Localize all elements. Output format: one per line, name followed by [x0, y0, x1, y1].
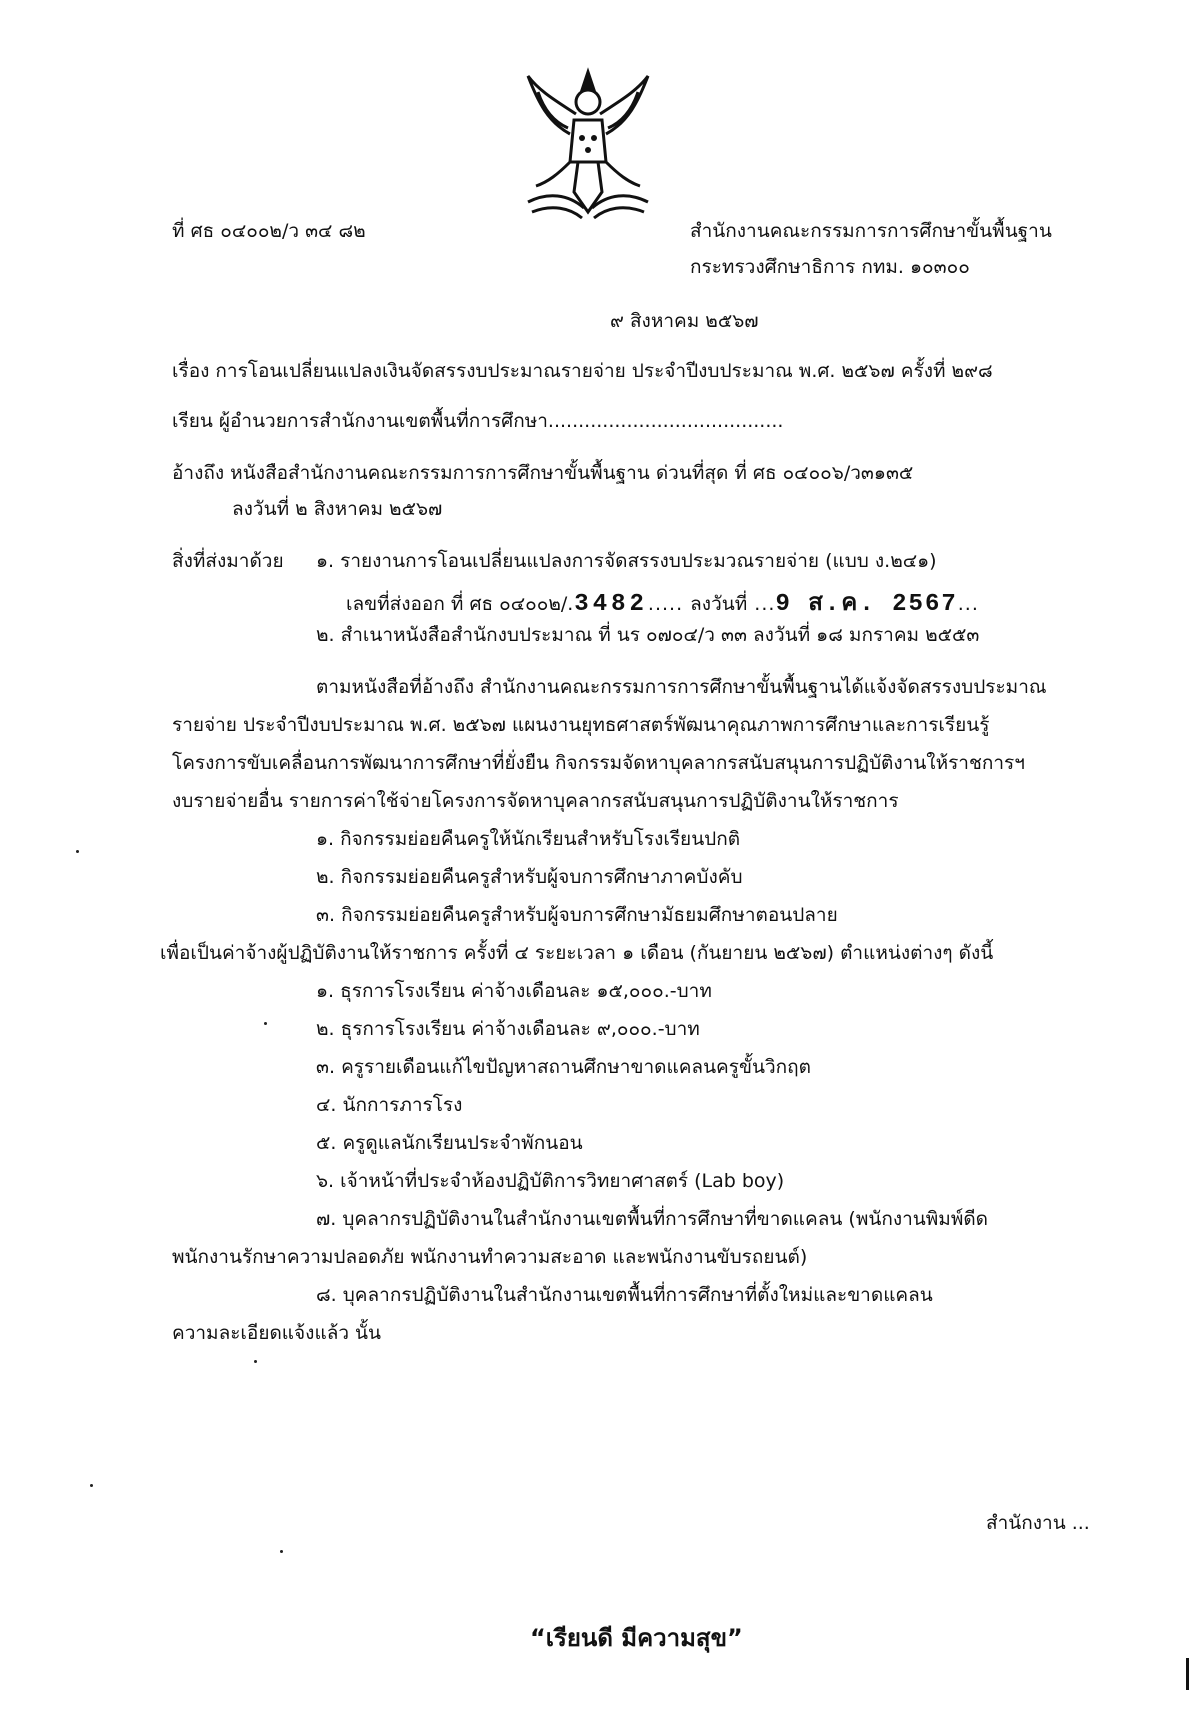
- export-number-prefix: เลขที่ส่งออก ที่ ศธ ๐๔๐๐๒/: [346, 593, 568, 615]
- recipient-line: เรียน ผู้อำนวยการสำนักงานเขตพื้นที่การศึกษา.......................................: [172, 410, 784, 432]
- activity-item: ๒. กิจกรรมย่อยคืนครูสำหรับผู้จบการศึกษาภาคบังคับ: [316, 866, 743, 888]
- activity-item: ๑. กิจกรรมย่อยคืนครูให้นักเรียนสำหรับโรงเรียนปกติ: [316, 828, 741, 850]
- enclosure-item-1-sub: เลขที่ส่งออก ที่ ศธ ๐๔๐๐๒/.3482..... ลงวันที่ ...9 ส.ค. 2567...: [346, 591, 979, 618]
- reference-number: ที่ ศธ ๐๔๐๐๒/ว ๓๔ ๘๒: [172, 220, 366, 242]
- body-para-line-4: งบรายจ่ายอื่น รายการค่าใช้จ่ายโครงการจัดหาบุคลากรสนับสนุนการปฏิบัติงานให้ราชการ: [172, 790, 899, 812]
- issuing-office: สำนักงานคณะกรรมการการศึกษาขั้นพื้นฐาน: [690, 220, 1052, 242]
- position-item: ๑. ธุรการโรงเรียน ค่าจ้างเดือนละ ๑๕,๐๐๐.-บาท: [316, 980, 712, 1002]
- footer-motto: “เรียนดี มีความสุข”: [530, 1624, 743, 1652]
- purpose-line: เพื่อเป็นค่าจ้างผู้ปฏิบัติงานให้ราชการ ครั้งที่ ๔ ระยะเวลา ๑ เดือน (กันยายน ๒๕๖๗) ตำแหน่งต่างๆ ดังนี้: [160, 942, 994, 964]
- enclosures-label: สิ่งที่ส่งมาด้วย: [172, 550, 284, 572]
- office-address: กระทรวงศึกษาธิการ กทม. ๑๐๓๐๐: [690, 256, 970, 278]
- garuda-emblem-icon: [518, 62, 658, 230]
- position-item: ๒. ธุรการโรงเรียน ค่าจ้างเดือนละ ๙,๐๐๐.-บาท: [316, 1018, 700, 1040]
- body-para-line-2: รายจ่าย ประจำปีงบประมาณ พ.ศ. ๒๕๖๗ แผนงานยุทธศาสตร์พัฒนาคุณภาพการศึกษาและการเรียนรู้: [172, 714, 990, 736]
- position-item-7-continued: พนักงานรักษาความปลอดภัย พนักงานทำความสะอาด และพนักงานขับรถยนต์): [172, 1246, 808, 1268]
- position-item: ๓. ครูรายเดือนแก้ไขปัญหาสถานศึกษาขาดแคลนครูขั้นวิกฤต: [316, 1056, 811, 1078]
- closing-line: ความละเอียดแจ้งแล้ว นั้น: [172, 1322, 382, 1344]
- position-item: ๔. นักการภารโรง: [316, 1094, 463, 1116]
- scan-speck: [254, 1360, 257, 1363]
- reference-line-2: ลงวันที่ ๒ สิงหาคม ๒๕๖๗: [232, 498, 443, 520]
- scan-speck: [280, 1550, 283, 1553]
- position-item: ๗. บุคลากรปฏิบัติงานในสำนักงานเขตพื้นที่การศึกษาที่ขาดแคลน (พนักงานพิมพ์ดีด: [316, 1208, 989, 1230]
- scan-speck: [264, 1022, 267, 1025]
- export-date-stamped: 9 ส.ค. 2567: [775, 591, 958, 618]
- position-item: ๖. เจ้าหน้าที่ประจำห้องปฏิบัติการวิทยาศาสตร์ (Lab boy): [316, 1170, 785, 1192]
- scan-speck: [76, 850, 79, 853]
- letter-date: ๙ สิงหาคม ๒๕๖๗: [610, 310, 759, 332]
- export-number-handwritten: 3482: [574, 591, 648, 618]
- body-para-line-3: โครงการขับเคลื่อนการพัฒนาการศึกษาที่ยั่งยืน กิจกรรมจัดหาบุคลากรสนับสนุนการปฏิบัติงานให้ราชการฯ: [172, 752, 1025, 774]
- export-date-label: ลงวันที่: [690, 593, 748, 615]
- enclosure-item-2: ๒. สำเนาหนังสือสำนักงบประมาณ ที่ นร ๐๗๐๔/ว ๓๓ ลงวันที่ ๑๘ มกราคม ๒๕๕๓: [316, 624, 980, 646]
- position-item: ๘. บุคลากรปฏิบัติงานในสำนักงานเขตพื้นที่การศึกษาที่ตั้งใหม่และขาดแคลน: [316, 1284, 933, 1306]
- position-item: ๕. ครูดูแลนักเรียนประจำพักนอน: [316, 1132, 583, 1154]
- scan-speck: [90, 1484, 93, 1487]
- scan-edge-mark: [1186, 1658, 1189, 1690]
- reference-line-1: อ้างถึง หนังสือสำนักงานคณะกรรมการการศึกษาขั้นพื้นฐาน ด่วนที่สุด ที่ ศธ ๐๔๐๐๖/ว๓๑๓๕: [172, 462, 914, 484]
- activity-item: ๓. กิจกรรมย่อยคืนครูสำหรับผู้จบการศึกษามัธยมศึกษาตอนปลาย: [316, 904, 838, 926]
- body-para-line-1: ตามหนังสือที่อ้างถึง สำนักงานคณะกรรมการการศึกษาขั้นพื้นฐานได้แจ้งจัดสรรงบประมาณ: [316, 676, 1047, 698]
- subject-line: เรื่อง การโอนเปลี่ยนแปลงเงินจัดสรรงบประมาณรายจ่าย ประจำปีงบประมาณ พ.ศ. ๒๕๖๗ ครั้งที่ ๒๙๘: [172, 360, 993, 382]
- continuation-note: สำนักงาน ...: [986, 1512, 1090, 1534]
- enclosure-item-1: ๑. รายงานการโอนเปลี่ยนแปลงการจัดสรรงบประมวณรายจ่าย (แบบ ง.๒๔๑): [316, 550, 937, 572]
